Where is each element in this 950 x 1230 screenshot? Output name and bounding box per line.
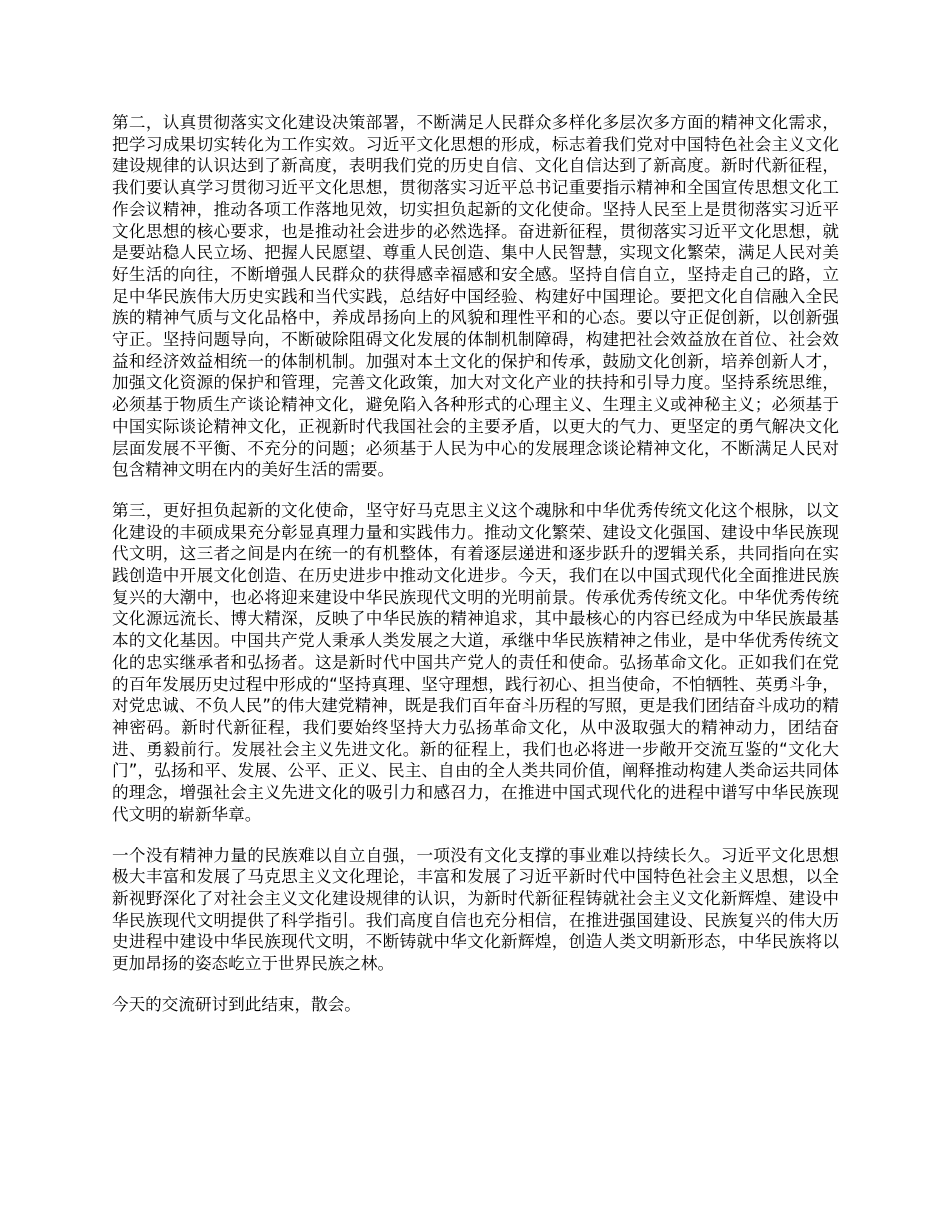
paragraph-third-point: 第三，更好担负起新的文化使命，坚守好马克思主义这个魂脉和中华优秀传统文化这个根脉，以文化建设的丰硕成果充分彰显真理力量和实践伟力。推动文化繁荣、建设文化强国、建设中华民族现代文明，这三者之间是内在统一的有机整体，有着逐层递进和逐步跃升的逻辑关系，共同指向在实践创造中开展文化创造、在历史进步中推动文化进步。今天，我们在以中国式现代化全面推进民族复兴的大潮中，也必将迎来建设中华民族现代文明的光明前景。传承优秀传统文化。中华优秀传统文化源远流长、博大精深，反映了中华民族的精神追求，其中最核心的内容已经成为中华民族最基本的文化基因。中国共产党人秉承人类发展之大道，承继中华民族精神之伟业，是中华优秀传统文化的忠实继承者和弘扬者。这是新时代中国共产党人的责任和使命。弘扬革命文化。正如我们在党的百年发展历史过程中形成的“坚持真理、坚守理想，践行初心、担当使命，不怕牺牲、英勇斗争，对党忠诚、不负人民”的伟大建党精神，既是我们百年奋斗历程的写照，更是我们团结奋斗成功的精神密码。新时代新征程，我们要始终坚持大力弘扬革命文化，从中汲取强大的精神动力，团结奋进、勇毅前行。发展社会主义先进文化。新的征程上，我们也必将进一步敞开交流互鉴的“文化大门”，弘扬和平、发展、公平、正义、民主、自由的全人类共同价值，阐释推动构建人类命运共同体的理念，增强社会主义先进文化的吸引力和感召力，在推进中国式现代化的进程中谱写中华民族现代文明的崭新华章。 (112, 500, 839, 824)
document-body (112, 112, 839, 1034)
paragraph-conclusion: 一个没有精神力量的民族难以自立自强，一项没有文化支撑的事业难以持续长久。习近平文化思想极大丰富和发展了马克思主义文化理论，丰富和发展了习近平新时代中国特色社会主义思想，以全新视野深化了对社会主义文化建设规律的认识，为新时代新征程铸就社会主义文化新辉煌、建设中华民族现代文明提供了科学指引。我们高度自信也充分相信，在推进强国建设、民族复兴的伟大历史进程中建设中华民族现代文明，不断铸就中华文化新辉煌，创造人类文明新形态，中华民族将以更加昂扬的姿态屹立于世界民族之林。 (112, 845, 839, 974)
paragraph-closing: 今天的交流研讨到此结束，散会。 (112, 994, 361, 1014)
paragraph-second-point: 第二，认真贯彻落实文化建设决策部署，不断满足人民群众多样化多层次多方面的精神文化需求，把学习成果切实转化为工作实效。习近平文化思想的形成，标志着我们党对中国特色社会主义文化建设规律的认识达到了新高度，表明我们党的历史自信、文化自信达到了新高度。新时代新征程，我们要认真学习贯彻习近平文化思想，贯彻落实习近平总书记重要指示精神和全国宣传思想文化工作会议精神，推动各项工作落地见效，切实担负起新的文化使命。坚持人民至上是贯彻落实习近平文化思想的核心要求，也是推动社会进步的必然选择。奋进新征程，贯彻落实习近平文化思想，就是要站稳人民立场、把握人民愿望、尊重人民创造、集中人民智慧，实现文化繁荣，满足人民对美好生活的向往，不断增强人民群众的获得感幸福感和安全感。坚持自信自立，坚持走自己的路，立足中华民族伟大历史实践和当代实践，总结好中国经验、构建好中国理论。要把文化自信融入全民族的精神气质与文化品格中，养成昂扬向上的风貌和理性平和的心态。要以守正促创新，以创新强守正。坚持问题导向，不断破除阻碍文化发展的体制机制障碍，构建把社会效益放在首位、社会效益和经济效益相统一的体制机制。加强对本土文化的保护和传承，鼓励文化创新，培养创新人才，加强文化资源的保护和管理，完善文化政策，加大对文化产业的扶持和引导力度。坚持系统思维，必须基于物质生产谈论精神文化，避免陷入各种形式的心理主义、生理主义或神秘主义；必须基于中国实际谈论精神文化，正视新时代我国社会的主要矛盾，以更大的气力、更坚定的勇气解决文化层面发展不平衡、不充分的问题；必须基于人民为中心的发展理念谈论精神文化，不断满足人民对包含精神文明在内的美好生活的需要。 (112, 113, 839, 480)
